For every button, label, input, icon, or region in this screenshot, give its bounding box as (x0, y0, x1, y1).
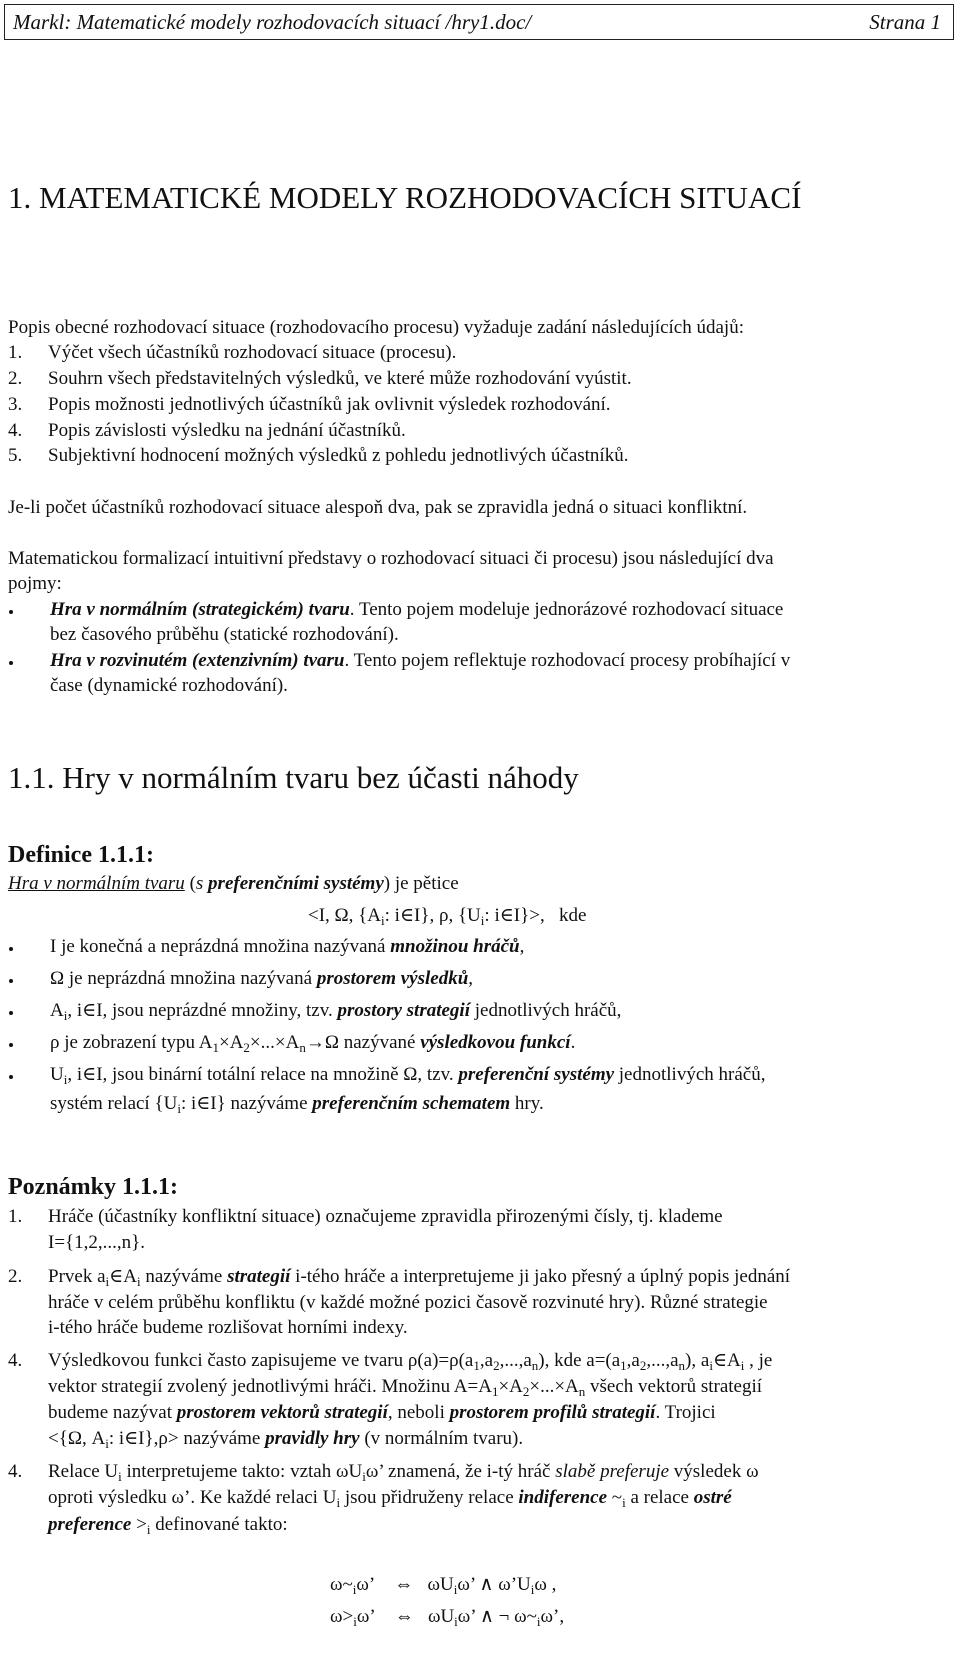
definition-bullet-outcomes: Ω je neprázdná množina nazývaná prostorem výsledků, (50, 968, 474, 989)
page-header (4, 4, 954, 40)
form-extensive: Hra v rozvinutém (extenzivním) tvaru. Tento pojem reflektuje rozhodovací procesy probíhající v (50, 650, 791, 671)
header-title: Markl: Matematické modely rozhodovacích situací /hry1.doc/ (13, 10, 532, 34)
form-extensive-l2: čase (dynamické rozhodování). (50, 675, 288, 696)
note-3: 4. Výsledkovou funkci často zapisujeme ve tvaru $\rho(a)=\rho(a_1,a_2,...,a_n)$, kde $a=(a_1,a_2,...,a_n)$, $a_i\in A_i$ , je (8, 1350, 773, 1373)
note-3-l2: vektor strategií zvolený jednotlivými hráči. Množinu $A=A_1\times A_2\times...\times A_n$ všech vektorů strategií (48, 1376, 763, 1399)
list-item: 1. Výčet všech účastníků rozhodovací situace (procesu). (8, 342, 457, 363)
section-title: 1.1. Hry v normálním tvaru bez účasti náhody (8, 760, 579, 795)
note-1-l2: I={1,2,...,n}. (48, 1232, 146, 1253)
bullet-dot (9, 1043, 13, 1047)
header-page-number: Strana 1 (869, 10, 941, 34)
definition-bullet-preferences: $U_i$, i∈I, jsou binární totální relace na množině Ω, tzv. preferenční systémy jednotlivých hráčů, (50, 1064, 766, 1087)
definition-lead: Hra v normálním tvaru (s preferenčními systémy) je pětice (8, 873, 459, 894)
formula-indifference: $\omega\sim_i\omega$’ ⇔ $\omega U_i\omega$’ ∧ $\omega’U_i\omega$ , (330, 1574, 557, 1597)
list-item: 2. Souhrn všech představitelných výsledků, ve které může rozhodování vyústit. (8, 368, 632, 389)
notes-heading: Poznámky 1.1.1: (8, 1174, 178, 1200)
paragraph-conflict: Je-li počet účastníků rozhodovací situace alespoň dva, pak se zpravidla jedná o situaci konfliktní. (8, 497, 748, 518)
chapter-title: 1. MATEMATICKÉ MODELY ROZHODOVACÍCH SITUACÍ (8, 180, 802, 215)
formula-strict-preference: $\omega>_i\omega$’ ⇔ $\omega U_i\omega$’ ∧ ¬ $\omega\sim_i\omega$’, (330, 1606, 565, 1629)
note-3-l3: budeme nazývat prostorem vektorů strategií, neboli prostorem profilů strategií. Trojici (48, 1402, 716, 1423)
definition-bullet-function: ρ je zobrazení typu $A_1\times A_2\times...\times A_n\to\Omega$ nazývané výsledkovou funkcí. (50, 1032, 576, 1055)
bullet-dot (9, 1075, 13, 1079)
note-2-l2: hráče v celém průběhu konfliktu (v každé možné pozici časově rozvinuté hry). Různé strategie (48, 1292, 768, 1313)
definition-tuple: <I, Ω, {$A_i$: i∈I}, ρ, {$U_i$: i∈I}>, kde (308, 905, 587, 928)
bullet-dot (9, 661, 13, 665)
list-item: 4. Popis závislosti výsledku na jednání účastníků. (8, 420, 406, 441)
note-4-l3: preference $>_i$ definované takto: (48, 1514, 288, 1537)
definition-heading: Definice 1.1.1: (8, 842, 154, 868)
note-3-l4: <{Ω, $A_i$: i∈I},ρ> nazýváme pravidly hry (v normálním tvaru). (48, 1428, 524, 1451)
form-normal: Hra v normálním (strategickém) tvaru. Tento pojem modeluje jednorázové rozhodovací situace (50, 599, 784, 620)
list-item: 5. Subjektivní hodnocení možných výsledků z pohledu jednotlivých účastníků. (8, 445, 629, 466)
note-2: 2. Prvek $a_i\in A_i$ nazýváme strategií i-tého hráče a interpretujeme ji jako přesný a úplný popis jednání (8, 1266, 791, 1289)
note-4-l2: oproti výsledku ω’. Ke každé relaci $U_i$ jsou přidruženy relace indiference $\sim_i$ a relace ostré (48, 1487, 732, 1510)
definition-bullet-players: I je konečná a neprázdná množina nazývaná množinou hráčů, (50, 936, 525, 957)
paragraph-formalization-l2: pojmy: (8, 573, 62, 594)
note-1: 1. Hráče (účastníky konfliktní situace) označujeme zpravidla přirozenými čísly, tj. klademe (8, 1206, 723, 1227)
form-normal-l2: bez časového průběhu (statické rozhodování). (50, 624, 399, 645)
bullet-dot (9, 1011, 13, 1015)
paragraph-formalization-l1: Matematickou formalizací intuitivní představy o rozhodovací situaci či procesu) jsou následující dva (8, 548, 774, 569)
intro-lead: Popis obecné rozhodovací situace (rozhodovacího procesu) vyžaduje zadání následujících údajů: (8, 317, 744, 338)
note-4: 4. Relace $U_i$ interpretujeme takto: vztah $\omega U_i\omega$’ znamená, že i-tý hráč slabě preferuje výsledek ω (8, 1461, 759, 1484)
bullet-dot (9, 947, 13, 951)
bullet-dot (9, 610, 13, 614)
note-2-l3: i-tého hráče budeme rozlišovat horními indexy. (48, 1317, 408, 1338)
bullet-dot (9, 979, 13, 983)
definition-bullet-preferences-l2: systém relací {$U_i$: i∈I} nazýváme preferenčním schematem hry. (50, 1093, 544, 1116)
definition-bullet-strategies: $A_i$, i∈I, jsou neprázdné množiny, tzv. prostory strategií jednotlivých hráčů, (50, 1000, 622, 1023)
list-item: 3. Popis možnosti jednotlivých účastníků jak ovlivnit výsledek rozhodování. (8, 394, 611, 415)
